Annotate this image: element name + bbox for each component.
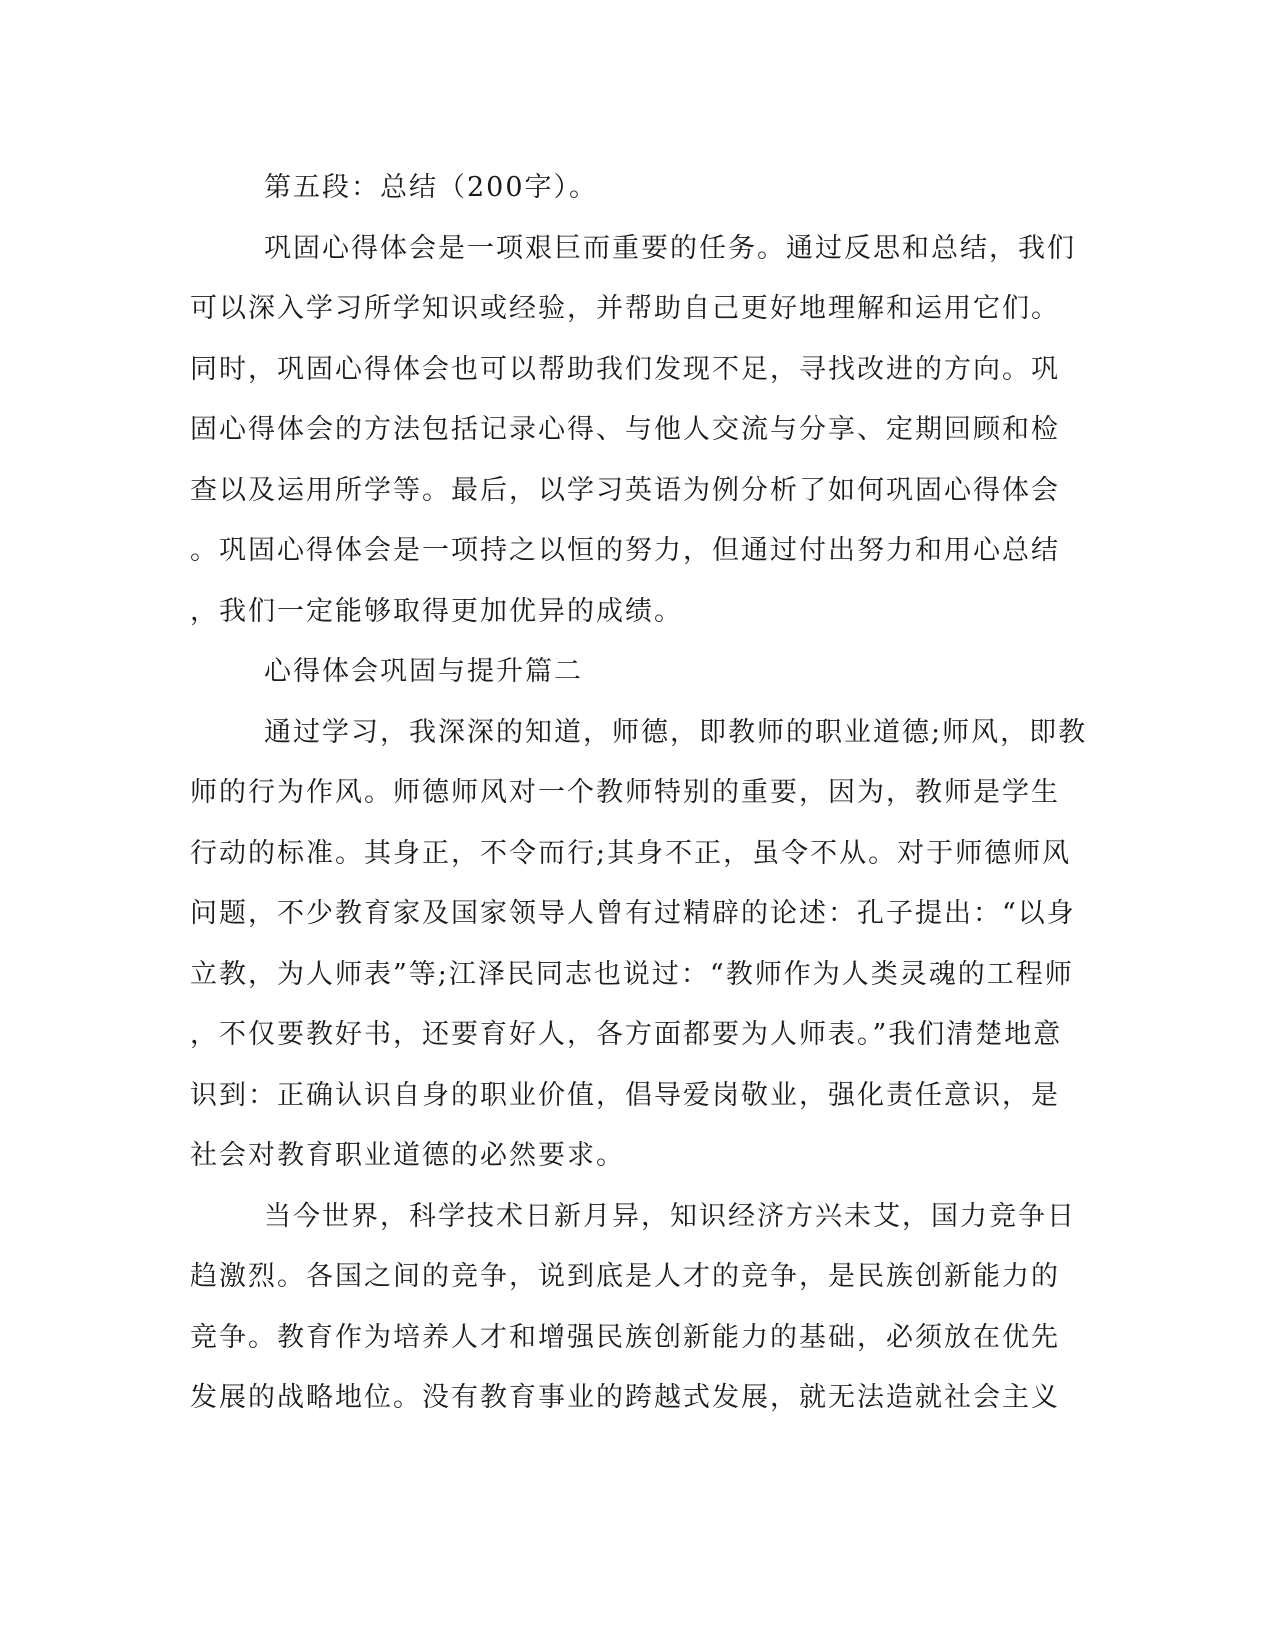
paragraph-line: 通过学习，我深深的知道，师德，即教师的职业道德;师风，即教 [264,716,1088,748]
paragraph-line: 巩固心得体会是一项艰巨而重要的任务。通过反思和总结，我们 [264,232,1076,264]
paragraph-line: 师的行为作风。师德师风对一个教师特别的重要，因为，教师是学生 [190,777,1060,808]
paragraph-line: ，不仅要教好书，还要育好人，各方面都要为人师表。”我们清楚地意 [190,1019,1063,1050]
paragraph-line: 当今世界，科学技术日新月异，知识经济方兴未艾，国力竞争日 [264,1200,1076,1232]
paragraph-line: 竞争。教育作为培养人才和增强民族创新能力的基础，必须放在优先 [190,1321,1060,1353]
paragraph-line: 可以深入学习所学知识或经验，并帮助自己更好地理解和运用它们。 [190,293,1060,324]
paragraph-line: ，我们一定能够取得更加优异的成绩。 [190,595,683,627]
paragraph-line: 识到：正确认识自身的职业价值，倡导爱岗敬业，强化责任意识，是 [190,1079,1060,1111]
paragraph-line: 立教，为人师表”等;江泽民同志也说过：“教师作为人类灵魂的工程师 [190,958,1074,990]
paragraph-line: 趋激烈。各国之间的竞争，说到底是人才的竞争，是民族创新能力的 [190,1261,1060,1292]
paragraph-line: 社会对教育职业道德的必然要求。 [190,1140,625,1171]
paragraph-line: 查以及运用所学等。最后，以学习英语为例分析了如何巩固心得体会 [190,474,1060,506]
paragraph-line: 固心得体会的方法包括记录心得、与他人交流与分享、定期回顾和检 [190,414,1060,445]
paragraph-line: 。巩固心得体会是一项持之以恒的努力，但通过付出努力和用心总结 [190,535,1060,566]
paragraph-line: 问题，不少教育家及国家领导人曾有过精辟的论述：孔子提出：“以身 [190,898,1076,929]
paragraph-line: 同时，巩固心得体会也可以帮助我们发现不足，寻找改进的方向。巩 [190,353,1060,385]
section-title: 心得体会巩固与提升篇二 [264,656,583,687]
paragraph-line: 行动的标准。其身正，不令而行;其身不正，虽令不从。对于师德师风 [190,837,1072,869]
paragraph-line: 发展的战略地位。没有教育事业的跨越式发展，就无法造就社会主义 [190,1382,1060,1413]
document-body [190,158,1090,1429]
section-heading: 第五段：总结（200字）。 [264,172,599,203]
